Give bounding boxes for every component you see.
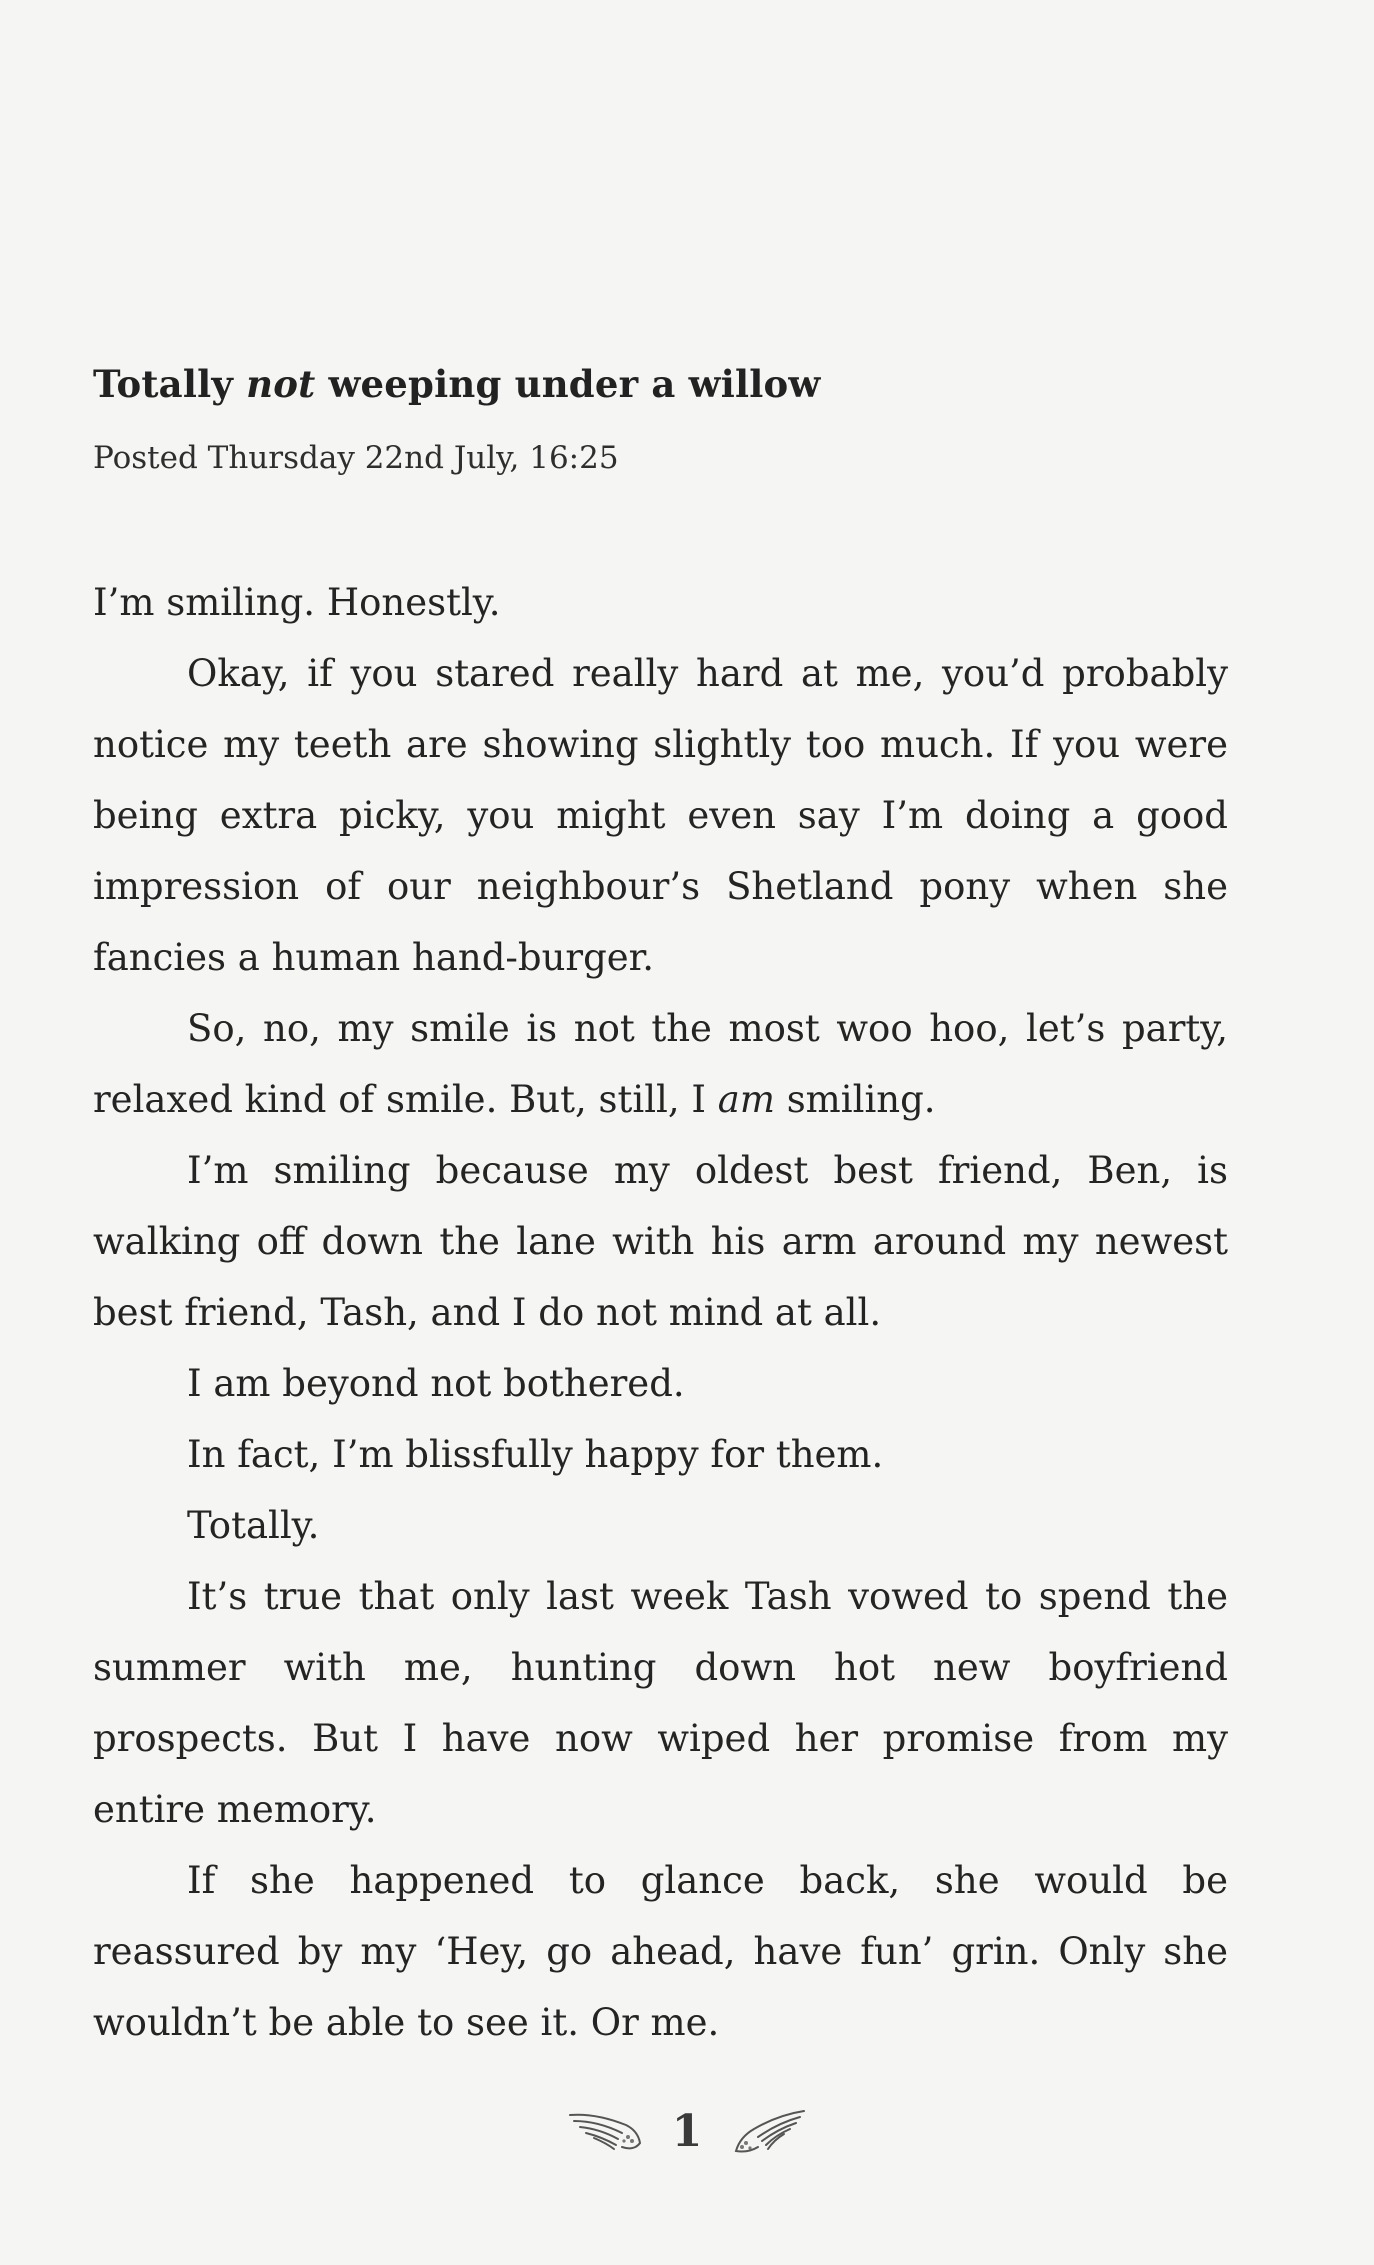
body-paragraph [93,638,1228,993]
angel-wing-right-icon [730,2107,808,2157]
body-paragraph [93,1135,1228,1348]
paragraph-text: Totally. [187,1504,320,1547]
paragraph-text: I am beyond not bothered. [187,1362,685,1405]
paragraph-text: If she happened to glance back, she would be reassured by my ‘Hey, go ahead, have fun’ grin. Only she wouldn’t be able to see it. Or me. [93,1859,1228,2044]
body-paragraph [93,1419,1228,1490]
body-paragraph [93,1845,1228,2058]
post-title [93,362,820,406]
angel-wing-left-icon [566,2107,644,2157]
paragraph-text: So, no, my smile is not the most woo hoo, let’s party, relaxed kind of smile. But, still, I [93,1007,1228,1121]
paragraph-text: smiling. [774,1078,936,1121]
post-title-emphasis: not [246,362,316,406]
emphasized-text: am [717,1078,775,1121]
paragraph-text: In fact, I’m blissfully happy for them. [187,1433,884,1476]
post-title-start: Totally [93,362,247,406]
page-number: 1 [671,2106,703,2157]
paragraph-text: It’s true that only last week Tash vowed to spend the summer with me, hunting down hot new boyfriend prospects. But I have now wiped her promise from my entire memory. [93,1575,1228,1831]
page-footer [0,2106,1374,2157]
paragraph-text: Okay, if you stared really hard at me, you’d probably notice my teeth are showing slightly too much. If you were being extra picky, you might even say I’m doing a good impression of our neighbour’s Shetland pony when she fancies a human hand-burger. [93,652,1228,979]
body-paragraph [93,1561,1228,1845]
body-paragraph [93,1490,1228,1561]
post-timestamp: Posted Thursday 22nd July, 16:25 [93,440,619,476]
body-paragraph [93,1348,1228,1419]
body-paragraph [93,993,1228,1135]
post-body [93,567,1228,2058]
post-title-end: weeping under a willow [315,362,821,406]
body-paragraph [93,567,1228,638]
paragraph-text: I’m smiling. Honestly. [93,581,501,624]
paragraph-text: I’m smiling because my oldest best friend, Ben, is walking off down the lane with his arm around my newest best friend, Tash, and I do not mind at all. [93,1149,1228,1334]
